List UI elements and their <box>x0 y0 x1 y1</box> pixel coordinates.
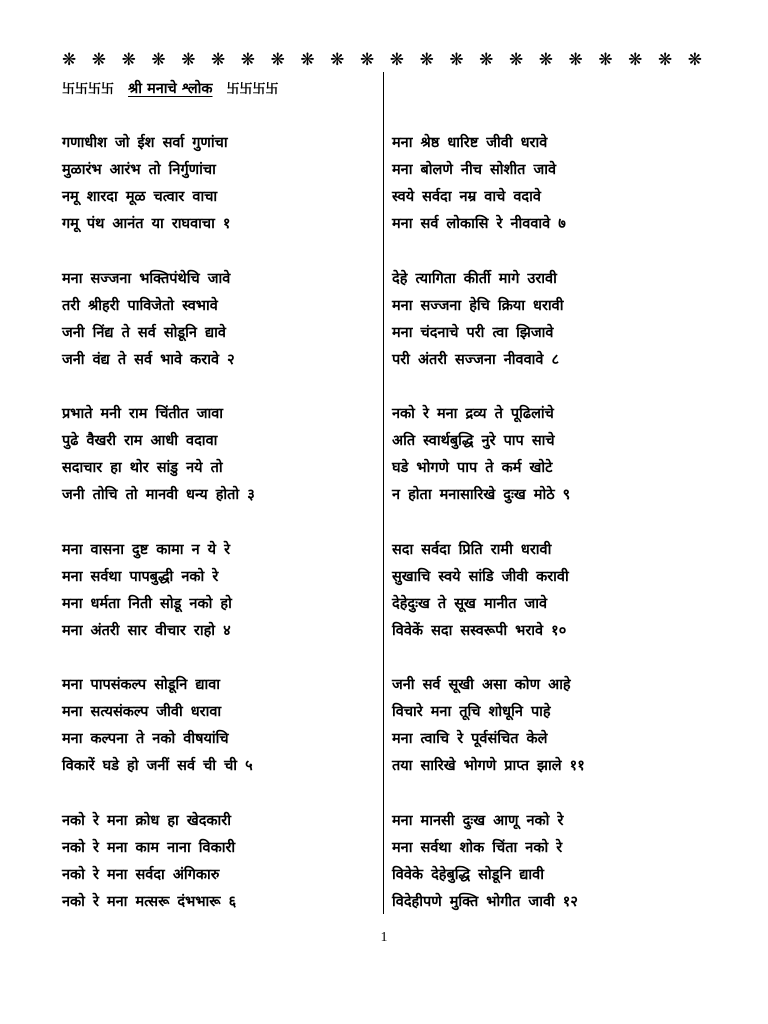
verse-line: मना सज्जना हेचि क्रिया धरावी <box>392 297 564 314</box>
verse-stanza <box>62 808 362 944</box>
verse-line: मना चंदनाचे परी त्वा झिजावे <box>392 324 554 341</box>
column-divider <box>383 72 384 914</box>
verse-stanza <box>392 266 692 402</box>
flower-icon: ❋ <box>538 50 553 70</box>
flower-icon: ❋ <box>240 50 256 70</box>
verse-line: मना सत्यसंकल्प जीवी धरावा <box>62 704 222 720</box>
verse-line: मुळारंभ आरंभ तो निर्गुणांचा <box>62 162 216 178</box>
flower-icon: ❋ <box>657 50 673 70</box>
flower-icon: ❋ <box>270 50 285 70</box>
verse-line: तया सारिखे भोगणे प्राप्त झाले ११ <box>392 758 585 774</box>
verse-line: देहे त्यागिता कीर्ती मागे उरावी <box>392 270 557 287</box>
verse-line: मना सर्व लोकासि रे नीववावे ७ <box>392 216 566 232</box>
verse-line: अति स्वार्थबुद्धि नुरे पाप साचे <box>392 433 555 449</box>
decorative-border <box>62 50 702 70</box>
verse-line: सुखाचि स्वये सांडि जीवी करावी <box>392 568 569 585</box>
verse-line: मना वासना दुष्ट कामा न ये रे <box>62 541 231 558</box>
flower-icon: ❋ <box>210 50 226 70</box>
verse-line: जनी वंद्य ते सर्व भावे करावे २ <box>62 351 235 368</box>
verse-stanza <box>62 672 362 808</box>
verse-line: नको रे मना मत्सरू दंभभारू ६ <box>62 893 237 910</box>
verse-line: पुढे वैखरी राम आधी वदावा <box>62 433 218 449</box>
flower-icon: ❋ <box>300 50 315 70</box>
flower-icon: ❋ <box>687 50 702 70</box>
verse-line: स्वये सर्वदा नम्र वाचे वदावे <box>392 189 541 205</box>
verse-line: मना धर्मता निती सोडू नको हो <box>62 595 232 612</box>
page-number: 1 <box>380 930 388 945</box>
flower-icon: ❋ <box>389 50 405 70</box>
flower-icon: ❋ <box>568 50 583 70</box>
verse-line: मना सज्जना भक्तिपंथेचि जावे <box>62 270 231 287</box>
verse-stanza <box>62 266 362 402</box>
right-column <box>392 130 692 943</box>
flower-icon: ❋ <box>479 50 494 70</box>
verse-line: विकारें घडे हो जनीं सर्व ची ची ५ <box>62 758 253 774</box>
verse-stanza <box>392 808 692 944</box>
verse-line: गणाधीश जो ईश सर्वा गुणांचा <box>62 135 228 151</box>
verse-line: जनी सर्व सूखी असा कोण आहे <box>392 677 571 693</box>
flower-icon: ❋ <box>508 50 524 70</box>
verse-line: मना पापसंकल्प सोडूनि द्यावा <box>62 677 221 693</box>
verse-line: घडे भोगणे पाप ते कर्म खोटे <box>392 460 553 476</box>
verse-line: सदाचार हा थोर सांडु नये तो <box>62 460 223 476</box>
verse-line: नको रे मना काम नाना विकारी <box>62 839 236 856</box>
flower-icon: ❋ <box>62 50 77 70</box>
verse-line: नमू शारदा मूळ चत्वार वाचा <box>62 189 218 205</box>
flower-icon: ❋ <box>598 50 613 70</box>
verse-line: विवेकें सदा सस्वरूपी भरावे १० <box>392 622 567 639</box>
verse-stanza <box>392 401 692 537</box>
verse-stanza <box>392 537 692 673</box>
verse-line: प्रभाते मनी राम चिंतीत जावा <box>62 406 224 422</box>
flower-icon: ❋ <box>628 50 643 70</box>
verse-line: जनी तोचि तो मानवी धन्य होतो ३ <box>62 487 255 503</box>
verse-line: विदेहीपणे मुक्ति भोगीत जावी १२ <box>392 893 578 910</box>
verse-line: मना कल्पना ते नको वीषयांचि <box>62 731 229 747</box>
verse-line: गमू पंथ आनंत या राघवाचा १ <box>62 216 231 232</box>
verse-line: तरी श्रीहरी पाविजेतो स्वभावे <box>62 297 218 314</box>
verse-line: मना अंतरी सार वीचार राहो ४ <box>62 622 231 639</box>
swastika-ornament-left: 卐卐卐卐 <box>62 82 115 97</box>
verse-stanza <box>392 130 692 266</box>
verse-line: मना श्रेष्ठ धारिष्ट जीवी धरावे <box>392 135 548 151</box>
flower-icon: ❋ <box>181 50 196 70</box>
verse-line: नको रे मना क्रोध हा खेदकारी <box>62 812 231 829</box>
verse-stanza <box>62 401 362 537</box>
verse-stanza <box>392 672 692 808</box>
verse-line: जनी निंद्य ते सर्व सोडूनि द्यावे <box>62 324 226 341</box>
left-column <box>62 130 362 943</box>
verse-line: मना त्वाचि रे पूर्वसंचित केले <box>392 731 548 747</box>
verse-line: विवेके देहेबुद्धि सोडूनि द्यावी <box>392 866 545 883</box>
verse-stanza <box>62 130 362 266</box>
swastika-ornament-right: 卐卐卐卐 <box>226 82 279 97</box>
flower-icon: ❋ <box>151 50 166 70</box>
verse-line: नको रे मना सर्वदा अंगिकारु <box>62 866 220 883</box>
flower-icon: ❋ <box>449 50 464 70</box>
flower-icon: ❋ <box>330 50 345 70</box>
verse-line: न होता मनासारिखे दुःख मोठे ९ <box>392 487 571 503</box>
flower-icon: ❋ <box>121 50 136 70</box>
flower-icon: ❋ <box>359 50 375 70</box>
verse-line: मना बोलणे नीच सोशीत जावे <box>392 162 557 178</box>
verse-line: देहेदुःख ते सूख मानीत जावे <box>392 595 548 612</box>
verse-line: परी अंतरी सज्जना नीववावे ८ <box>392 351 560 368</box>
verse-line: मना मानसी दुःख आणू नको रे <box>392 812 564 829</box>
verse-line: मना सर्वथा पापबुद्धी नको रे <box>62 568 219 585</box>
verse-stanza <box>62 537 362 673</box>
verse-line: सदा सर्वदा प्रिति रामी धरावी <box>392 541 552 558</box>
verse-line: मना सर्वथा शोक चिंता नको रे <box>392 839 563 856</box>
page-title: श्री मनाचे श्लोक <box>128 81 213 97</box>
flower-icon: ❋ <box>91 50 107 70</box>
title-row <box>62 80 279 99</box>
verse-line: नको रे मना द्रव्य ते पूढिलांचे <box>392 406 554 422</box>
flower-icon: ❋ <box>419 50 434 70</box>
verse-line: विचारे मना तूचि शोधूनि पाहे <box>392 704 551 720</box>
